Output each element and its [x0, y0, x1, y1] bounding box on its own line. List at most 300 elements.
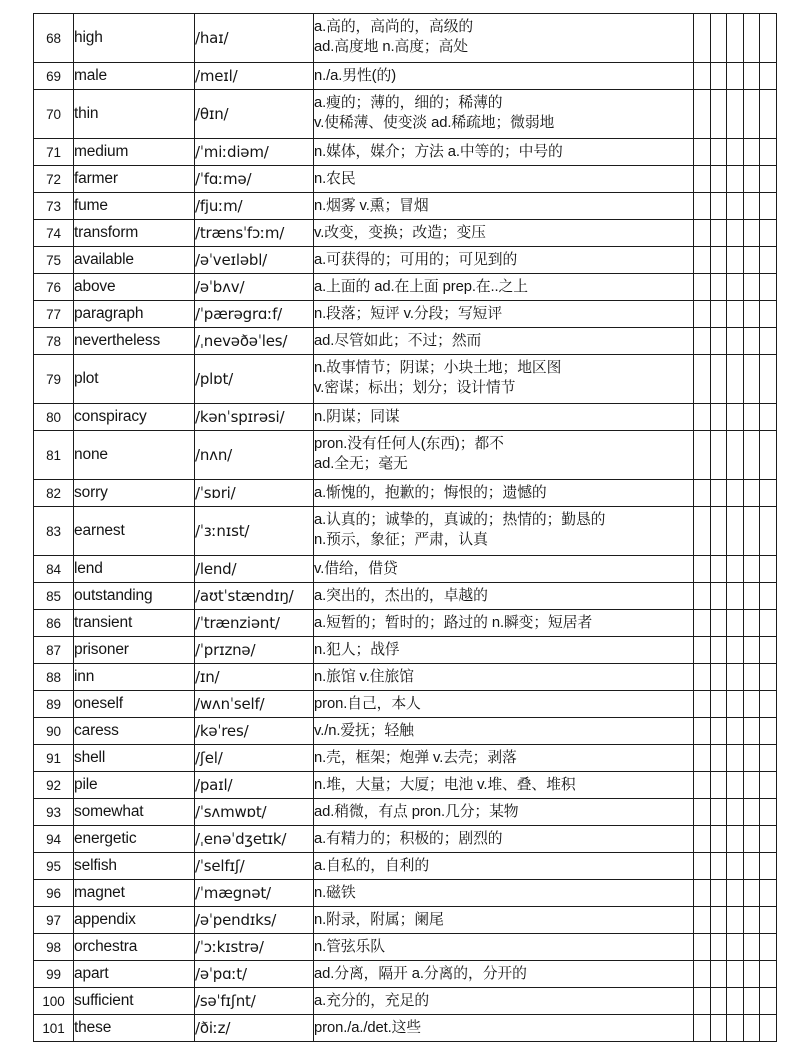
definition-line: a.惭愧的，抱歉的；悔恨的；遗憾的 — [314, 484, 547, 501]
definition-cell — [314, 772, 694, 799]
review-checkbox-cell-4[interactable] — [743, 907, 760, 934]
table-row — [34, 63, 777, 90]
table-row — [34, 745, 777, 772]
review-checkbox-cell-5[interactable] — [760, 63, 777, 90]
review-checkbox-cell-4[interactable] — [743, 718, 760, 745]
review-checkbox-cell-3[interactable] — [727, 772, 744, 799]
review-checkbox-cell-3[interactable] — [727, 166, 744, 193]
review-checkbox-cell-3[interactable] — [727, 988, 744, 1015]
definition-line: n.犯人；战俘 — [314, 641, 400, 658]
review-checkbox-cell-5[interactable] — [760, 14, 777, 63]
review-checkbox-cell-1[interactable] — [694, 139, 711, 166]
review-checkbox-cell-1[interactable] — [694, 431, 711, 480]
review-checkbox-cell-3[interactable] — [727, 556, 744, 583]
review-checkbox-cell-3[interactable] — [727, 718, 744, 745]
table-row — [34, 507, 777, 556]
review-checkbox-cell-3[interactable] — [727, 63, 744, 90]
review-checkbox-cell-5[interactable] — [760, 301, 777, 328]
table-row — [34, 355, 777, 404]
word-cell: plot — [74, 355, 195, 404]
review-checkbox-cell-5[interactable] — [760, 139, 777, 166]
review-checkbox-cell-2[interactable] — [710, 404, 727, 431]
review-checkbox-cell-5[interactable] — [760, 772, 777, 799]
review-checkbox-cell-4[interactable] — [743, 14, 760, 63]
review-checkbox-cell-1[interactable] — [694, 664, 711, 691]
definition-cell — [314, 328, 694, 355]
word-cell: apart — [74, 961, 195, 988]
review-checkbox-cell-2[interactable] — [710, 610, 727, 637]
review-checkbox-cell-3[interactable] — [727, 480, 744, 507]
row-number: 76 — [34, 274, 74, 301]
review-checkbox-cell-3[interactable] — [727, 637, 744, 664]
review-checkbox-cell-5[interactable] — [760, 480, 777, 507]
phonetic-cell: /ˈsʌmwɒt/ — [195, 799, 314, 826]
row-number: 101 — [34, 1015, 74, 1042]
row-number: 99 — [34, 961, 74, 988]
definition-cell — [314, 583, 694, 610]
review-checkbox-cell-2[interactable] — [710, 328, 727, 355]
review-checkbox-cell-2[interactable] — [710, 583, 727, 610]
review-checkbox-cell-5[interactable] — [760, 799, 777, 826]
review-checkbox-cell-3[interactable] — [727, 247, 744, 274]
phonetic-cell: /ˈɜːnɪst/ — [195, 507, 314, 556]
review-checkbox-cell-2[interactable] — [710, 507, 727, 556]
definition-cell — [314, 274, 694, 301]
review-checkbox-cell-3[interactable] — [727, 193, 744, 220]
word-cell: none — [74, 431, 195, 480]
review-checkbox-cell-5[interactable] — [760, 556, 777, 583]
row-number: 87 — [34, 637, 74, 664]
definition-cell — [314, 355, 694, 404]
phonetic-cell: /ˈsɒri/ — [195, 480, 314, 507]
table-row — [34, 799, 777, 826]
review-checkbox-cell-3[interactable] — [727, 853, 744, 880]
definition-line: v.使稀薄、使变淡 ad.稀疏地；微弱地 — [314, 115, 555, 131]
review-checkbox-cell-3[interactable] — [727, 745, 744, 772]
review-checkbox-cell-1[interactable] — [694, 556, 711, 583]
definition-line: pron.没有任何人(东西)；都不 — [314, 436, 504, 453]
review-checkbox-cell-1[interactable] — [694, 961, 711, 988]
table-row — [34, 431, 777, 480]
table-row — [34, 880, 777, 907]
row-number: 77 — [34, 301, 74, 328]
review-checkbox-cell-3[interactable] — [727, 880, 744, 907]
review-checkbox-cell-4[interactable] — [743, 301, 760, 328]
phonetic-cell: /ˈselfɪʃ/ — [195, 853, 314, 880]
definition-line: a.瘦的；薄的，细的；稀薄的 — [314, 95, 503, 112]
review-checkbox-cell-1[interactable] — [694, 90, 711, 139]
word-cell: fume — [74, 193, 195, 220]
row-number: 69 — [34, 63, 74, 90]
review-checkbox-cell-3[interactable] — [727, 1015, 744, 1042]
word-cell: paragraph — [74, 301, 195, 328]
word-cell: pile — [74, 772, 195, 799]
review-checkbox-cell-2[interactable] — [710, 637, 727, 664]
definition-cell — [314, 637, 694, 664]
word-cell: sorry — [74, 480, 195, 507]
review-checkbox-cell-4[interactable] — [743, 826, 760, 853]
review-checkbox-cell-2[interactable] — [710, 247, 727, 274]
review-checkbox-cell-2[interactable] — [710, 431, 727, 480]
review-checkbox-cell-3[interactable] — [727, 220, 744, 247]
review-checkbox-cell-3[interactable] — [727, 907, 744, 934]
row-number: 75 — [34, 247, 74, 274]
review-checkbox-cell-1[interactable] — [694, 880, 711, 907]
review-checkbox-cell-1[interactable] — [694, 799, 711, 826]
review-checkbox-cell-3[interactable] — [727, 934, 744, 961]
review-checkbox-cell-5[interactable] — [760, 745, 777, 772]
phonetic-cell: /fjuːm/ — [195, 193, 314, 220]
word-cell: lend — [74, 556, 195, 583]
review-checkbox-cell-4[interactable] — [743, 610, 760, 637]
table-row — [34, 404, 777, 431]
review-checkbox-cell-5[interactable] — [760, 880, 777, 907]
review-checkbox-cell-4[interactable] — [743, 772, 760, 799]
word-cell: conspiracy — [74, 404, 195, 431]
review-checkbox-cell-1[interactable] — [694, 637, 711, 664]
review-checkbox-cell-4[interactable] — [743, 853, 760, 880]
phonetic-cell: /əˈpɑːt/ — [195, 961, 314, 988]
review-checkbox-cell-3[interactable] — [727, 431, 744, 480]
review-checkbox-cell-5[interactable] — [760, 637, 777, 664]
review-checkbox-cell-5[interactable] — [760, 583, 777, 610]
row-number: 94 — [34, 826, 74, 853]
review-checkbox-cell-4[interactable] — [743, 664, 760, 691]
row-number: 81 — [34, 431, 74, 480]
review-checkbox-cell-4[interactable] — [743, 355, 760, 404]
review-checkbox-cell-2[interactable] — [710, 880, 727, 907]
review-checkbox-cell-1[interactable] — [694, 718, 711, 745]
review-checkbox-cell-3[interactable] — [727, 139, 744, 166]
review-checkbox-cell-1[interactable] — [694, 404, 711, 431]
table-row — [34, 691, 777, 718]
definition-line: a.可获得的；可用的；可见到的 — [314, 251, 518, 268]
phonetic-cell: /ˈmiːdiəm/ — [195, 139, 314, 166]
review-checkbox-cell-5[interactable] — [760, 507, 777, 556]
review-checkbox-cell-5[interactable] — [760, 431, 777, 480]
review-checkbox-cell-2[interactable] — [710, 934, 727, 961]
review-checkbox-cell-1[interactable] — [694, 691, 711, 718]
word-cell: inn — [74, 664, 195, 691]
table-row — [34, 274, 777, 301]
table-row — [34, 1015, 777, 1042]
review-checkbox-cell-4[interactable] — [743, 431, 760, 480]
review-checkbox-cell-5[interactable] — [760, 404, 777, 431]
row-number: 68 — [34, 14, 74, 63]
review-checkbox-cell-3[interactable] — [727, 507, 744, 556]
word-cell: outstanding — [74, 583, 195, 610]
review-checkbox-cell-3[interactable] — [727, 664, 744, 691]
review-checkbox-cell-5[interactable] — [760, 988, 777, 1015]
review-checkbox-cell-4[interactable] — [743, 166, 760, 193]
phonetic-cell: /θɪn/ — [195, 90, 314, 139]
definition-line: n.故事情节；阴谋；小块土地；地区图 — [314, 360, 562, 377]
review-checkbox-cell-4[interactable] — [743, 480, 760, 507]
definition-line: a.自私的，自利的 — [314, 857, 430, 874]
review-checkbox-cell-5[interactable] — [760, 907, 777, 934]
review-checkbox-cell-1[interactable] — [694, 826, 711, 853]
review-checkbox-cell-4[interactable] — [743, 507, 760, 556]
review-checkbox-cell-1[interactable] — [694, 355, 711, 404]
definition-cell — [314, 745, 694, 772]
definition-cell — [314, 907, 694, 934]
review-checkbox-cell-4[interactable] — [743, 139, 760, 166]
table-row — [34, 907, 777, 934]
row-number: 96 — [34, 880, 74, 907]
review-checkbox-cell-2[interactable] — [710, 691, 727, 718]
definition-line: ad.尽管如此；不过；然而 — [314, 332, 482, 349]
review-checkbox-cell-2[interactable] — [710, 988, 727, 1015]
review-checkbox-cell-1[interactable] — [694, 247, 711, 274]
review-checkbox-cell-2[interactable] — [710, 14, 727, 63]
definition-cell — [314, 247, 694, 274]
word-cell: medium — [74, 139, 195, 166]
review-checkbox-cell-2[interactable] — [710, 799, 727, 826]
review-checkbox-cell-1[interactable] — [694, 907, 711, 934]
review-checkbox-cell-1[interactable] — [694, 853, 711, 880]
review-checkbox-cell-1[interactable] — [694, 166, 711, 193]
review-checkbox-cell-4[interactable] — [743, 691, 760, 718]
review-checkbox-cell-2[interactable] — [710, 853, 727, 880]
row-number: 72 — [34, 166, 74, 193]
definition-cell — [314, 1015, 694, 1042]
definition-cell — [314, 934, 694, 961]
phonetic-cell: /ˈɔːkɪstrə/ — [195, 934, 314, 961]
review-checkbox-cell-3[interactable] — [727, 610, 744, 637]
phonetic-cell: /əˈveɪləbl/ — [195, 247, 314, 274]
review-checkbox-cell-2[interactable] — [710, 274, 727, 301]
phonetic-cell: /kənˈspɪrəsi/ — [195, 404, 314, 431]
definition-line: a.突出的，杰出的，卓越的 — [314, 587, 488, 604]
review-checkbox-cell-4[interactable] — [743, 934, 760, 961]
review-checkbox-cell-3[interactable] — [727, 274, 744, 301]
row-number: 70 — [34, 90, 74, 139]
review-checkbox-cell-1[interactable] — [694, 934, 711, 961]
definition-cell — [314, 961, 694, 988]
phonetic-cell: /ˈprɪznə/ — [195, 637, 314, 664]
review-checkbox-cell-4[interactable] — [743, 193, 760, 220]
word-cell: farmer — [74, 166, 195, 193]
review-checkbox-cell-5[interactable] — [760, 664, 777, 691]
review-checkbox-cell-2[interactable] — [710, 718, 727, 745]
review-checkbox-cell-3[interactable] — [727, 301, 744, 328]
row-number: 91 — [34, 745, 74, 772]
word-cell: caress — [74, 718, 195, 745]
review-checkbox-cell-2[interactable] — [710, 220, 727, 247]
review-checkbox-cell-1[interactable] — [694, 301, 711, 328]
row-number: 79 — [34, 355, 74, 404]
table-row — [34, 772, 777, 799]
review-checkbox-cell-5[interactable] — [760, 961, 777, 988]
review-checkbox-cell-3[interactable] — [727, 583, 744, 610]
review-checkbox-cell-1[interactable] — [694, 507, 711, 556]
table-row — [34, 610, 777, 637]
definition-line: v.借给，借贷 — [314, 560, 398, 577]
definition-cell — [314, 799, 694, 826]
row-number: 71 — [34, 139, 74, 166]
review-checkbox-cell-4[interactable] — [743, 220, 760, 247]
review-checkbox-cell-3[interactable] — [727, 90, 744, 139]
review-checkbox-cell-5[interactable] — [760, 220, 777, 247]
table-row — [34, 90, 777, 139]
phonetic-cell: /kəˈres/ — [195, 718, 314, 745]
review-checkbox-cell-4[interactable] — [743, 583, 760, 610]
review-checkbox-cell-5[interactable] — [760, 355, 777, 404]
review-checkbox-cell-2[interactable] — [710, 355, 727, 404]
review-checkbox-cell-5[interactable] — [760, 934, 777, 961]
review-checkbox-cell-1[interactable] — [694, 193, 711, 220]
definition-line: a.高的，高尚的，高级的 — [314, 19, 474, 36]
review-checkbox-cell-3[interactable] — [727, 355, 744, 404]
definition-cell — [314, 853, 694, 880]
review-checkbox-cell-2[interactable] — [710, 63, 727, 90]
review-checkbox-cell-4[interactable] — [743, 404, 760, 431]
review-checkbox-cell-1[interactable] — [694, 1015, 711, 1042]
vocabulary-table-body — [34, 14, 777, 1042]
review-checkbox-cell-2[interactable] — [710, 193, 727, 220]
review-checkbox-cell-4[interactable] — [743, 1015, 760, 1042]
review-checkbox-cell-2[interactable] — [710, 1015, 727, 1042]
review-checkbox-cell-4[interactable] — [743, 274, 760, 301]
table-row — [34, 718, 777, 745]
table-row — [34, 14, 777, 63]
review-checkbox-cell-5[interactable] — [760, 193, 777, 220]
review-checkbox-cell-2[interactable] — [710, 139, 727, 166]
definition-line: n.管弦乐队 — [314, 938, 385, 955]
row-number: 83 — [34, 507, 74, 556]
review-checkbox-cell-4[interactable] — [743, 988, 760, 1015]
word-cell: prisoner — [74, 637, 195, 664]
definition-cell — [314, 431, 694, 480]
phonetic-cell: /ˈmægnət/ — [195, 880, 314, 907]
review-checkbox-cell-1[interactable] — [694, 14, 711, 63]
phonetic-cell: /wʌnˈself/ — [195, 691, 314, 718]
definition-cell — [314, 404, 694, 431]
review-checkbox-cell-3[interactable] — [727, 14, 744, 63]
review-checkbox-cell-5[interactable] — [760, 853, 777, 880]
phonetic-cell: /meɪl/ — [195, 63, 314, 90]
review-checkbox-cell-5[interactable] — [760, 610, 777, 637]
definition-cell — [314, 507, 694, 556]
review-checkbox-cell-2[interactable] — [710, 90, 727, 139]
phonetic-cell: /səˈfɪʃnt/ — [195, 988, 314, 1015]
word-cell: appendix — [74, 907, 195, 934]
row-number: 80 — [34, 404, 74, 431]
review-checkbox-cell-4[interactable] — [743, 247, 760, 274]
table-row — [34, 220, 777, 247]
review-checkbox-cell-2[interactable] — [710, 664, 727, 691]
definition-line: n.媒体，媒介；方法 a.中等的；中号的 — [314, 143, 563, 160]
definition-line: n./a.男性(的) — [314, 67, 397, 84]
review-checkbox-cell-5[interactable] — [760, 90, 777, 139]
review-checkbox-cell-3[interactable] — [727, 799, 744, 826]
review-checkbox-cell-1[interactable] — [694, 328, 711, 355]
definition-cell — [314, 718, 694, 745]
review-checkbox-cell-4[interactable] — [743, 745, 760, 772]
row-number: 86 — [34, 610, 74, 637]
review-checkbox-cell-5[interactable] — [760, 1015, 777, 1042]
definition-cell — [314, 14, 694, 63]
review-checkbox-cell-2[interactable] — [710, 907, 727, 934]
review-checkbox-cell-2[interactable] — [710, 301, 727, 328]
word-cell: magnet — [74, 880, 195, 907]
phonetic-cell: /plɒt/ — [195, 355, 314, 404]
review-checkbox-cell-5[interactable] — [760, 826, 777, 853]
table-row — [34, 328, 777, 355]
word-cell: thin — [74, 90, 195, 139]
word-cell: nevertheless — [74, 328, 195, 355]
table-row — [34, 961, 777, 988]
word-cell: oneself — [74, 691, 195, 718]
review-checkbox-cell-2[interactable] — [710, 745, 727, 772]
review-checkbox-cell-2[interactable] — [710, 166, 727, 193]
review-checkbox-cell-2[interactable] — [710, 556, 727, 583]
review-checkbox-cell-2[interactable] — [710, 826, 727, 853]
review-checkbox-cell-4[interactable] — [743, 328, 760, 355]
review-checkbox-cell-3[interactable] — [727, 328, 744, 355]
review-checkbox-cell-5[interactable] — [760, 718, 777, 745]
review-checkbox-cell-4[interactable] — [743, 556, 760, 583]
definition-line: ad.全无；毫无 — [314, 456, 408, 472]
review-checkbox-cell-1[interactable] — [694, 63, 711, 90]
phonetic-cell: /əˈbʌv/ — [195, 274, 314, 301]
table-row — [34, 301, 777, 328]
row-number: 95 — [34, 853, 74, 880]
review-checkbox-cell-5[interactable] — [760, 274, 777, 301]
row-number: 97 — [34, 907, 74, 934]
review-checkbox-cell-4[interactable] — [743, 799, 760, 826]
review-checkbox-cell-2[interactable] — [710, 961, 727, 988]
review-checkbox-cell-4[interactable] — [743, 880, 760, 907]
review-checkbox-cell-5[interactable] — [760, 691, 777, 718]
word-cell: sufficient — [74, 988, 195, 1015]
review-checkbox-cell-4[interactable] — [743, 90, 760, 139]
review-checkbox-cell-5[interactable] — [760, 166, 777, 193]
review-checkbox-cell-1[interactable] — [694, 220, 711, 247]
phonetic-cell: /aʊtˈstændɪŋ/ — [195, 583, 314, 610]
review-checkbox-cell-1[interactable] — [694, 745, 711, 772]
review-checkbox-cell-2[interactable] — [710, 480, 727, 507]
review-checkbox-cell-4[interactable] — [743, 961, 760, 988]
phonetic-cell: /nʌn/ — [195, 431, 314, 480]
review-checkbox-cell-3[interactable] — [727, 961, 744, 988]
review-checkbox-cell-3[interactable] — [727, 826, 744, 853]
review-checkbox-cell-4[interactable] — [743, 63, 760, 90]
review-checkbox-cell-5[interactable] — [760, 328, 777, 355]
review-checkbox-cell-2[interactable] — [710, 772, 727, 799]
row-number: 93 — [34, 799, 74, 826]
phonetic-cell: /əˈpendɪks/ — [195, 907, 314, 934]
review-checkbox-cell-5[interactable] — [760, 247, 777, 274]
review-checkbox-cell-4[interactable] — [743, 637, 760, 664]
review-checkbox-cell-1[interactable] — [694, 274, 711, 301]
definition-line: n.磁铁 — [314, 884, 356, 901]
review-checkbox-cell-3[interactable] — [727, 691, 744, 718]
definition-line: n.农民 — [314, 170, 356, 187]
definition-line: a.短暂的；暂时的；路过的 n.瞬变；短居者 — [314, 614, 593, 631]
definition-line: v./n.爱抚；轻触 — [314, 722, 414, 739]
review-checkbox-cell-1[interactable] — [694, 772, 711, 799]
review-checkbox-cell-1[interactable] — [694, 610, 711, 637]
review-checkbox-cell-3[interactable] — [727, 404, 744, 431]
phonetic-cell: /trænsˈfɔːm/ — [195, 220, 314, 247]
review-checkbox-cell-1[interactable] — [694, 988, 711, 1015]
row-number: 90 — [34, 718, 74, 745]
review-checkbox-cell-1[interactable] — [694, 480, 711, 507]
definition-line: n.附录，附属；阑尾 — [314, 911, 444, 928]
table-row — [34, 664, 777, 691]
review-checkbox-cell-1[interactable] — [694, 583, 711, 610]
